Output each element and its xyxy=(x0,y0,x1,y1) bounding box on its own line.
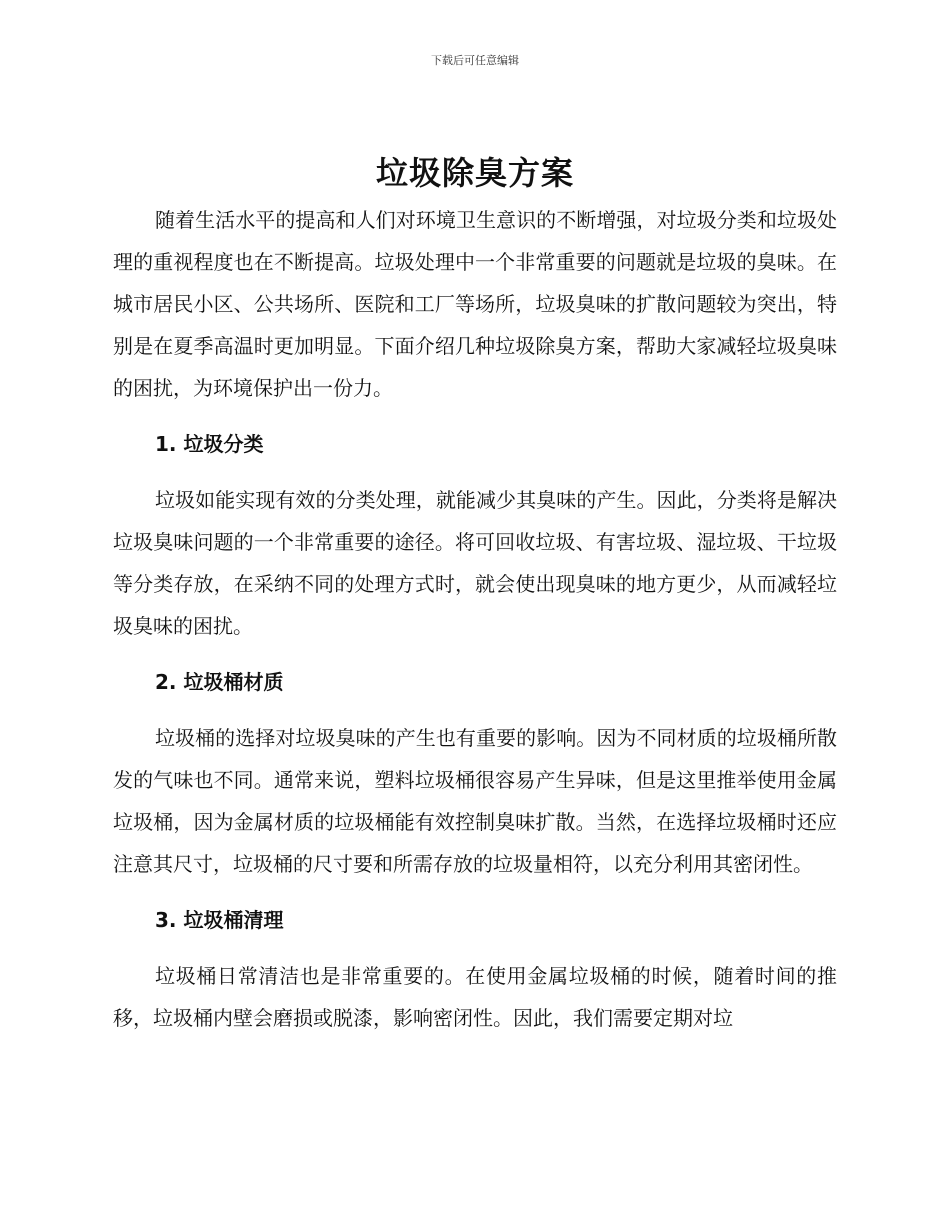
section-body-classification: 垃圾如能实现有效的分类处理，就能减少其臭味的产生。因此，分类将是解决垃圾臭味问题的一个非常重要的途径。将可回收垃圾、有害垃圾、湿垃圾、干垃圾等分类存放，在采纳不同的处理方式时，就会使出现臭味的地方更少，从而减轻垃圾臭味的困扰。 xyxy=(113,488,837,638)
page-header-note: 下载后可任意编辑 xyxy=(431,54,519,67)
document-body xyxy=(113,147,837,1039)
section-heading-bin-cleaning: 3. 垃圾桶清理 xyxy=(155,908,284,932)
section-body-bin-cleaning: 垃圾桶日常清洁也是非常重要的。在使用金属垃圾桶的时候，随着时间的推移，垃圾桶内壁会磨损或脱漆，影响密闭性。因此，我们需要定期对垃 xyxy=(113,964,837,1030)
section-heading-bin-material: 2. 垃圾桶材质 xyxy=(155,670,284,694)
intro-paragraph: 随着生活水平的提高和人们对环境卫生意识的不断增强，对垃圾分类和垃圾处理的重视程度也在不断提高。垃圾处理中一个非常重要的问题就是垃圾的臭味。在城市居民小区、公共场所、医院和工厂等场所，垃圾臭味的扩散问题较为突出，特别是在夏季高温时更加明显。下面介绍几种垃圾除臭方案，帮助大家减轻垃圾臭味的困扰，为环境保护出一份力。 xyxy=(113,208,837,400)
section-heading-classification: 1. 垃圾分类 xyxy=(155,432,264,456)
document-title: 垃圾除臭方案 xyxy=(375,154,574,192)
section-body-bin-material: 垃圾桶的选择对垃圾臭味的产生也有重要的影响。因为不同材质的垃圾桶所散发的气味也不同。通常来说，塑料垃圾桶很容易产生异味，但是这里推举使用金属垃圾桶，因为金属材质的垃圾桶能有效控制臭味扩散。当然，在选择垃圾桶时还应注意其尺寸，垃圾桶的尺寸要和所需存放的垃圾量相符，以充分利用其密闭性。 xyxy=(113,726,837,876)
